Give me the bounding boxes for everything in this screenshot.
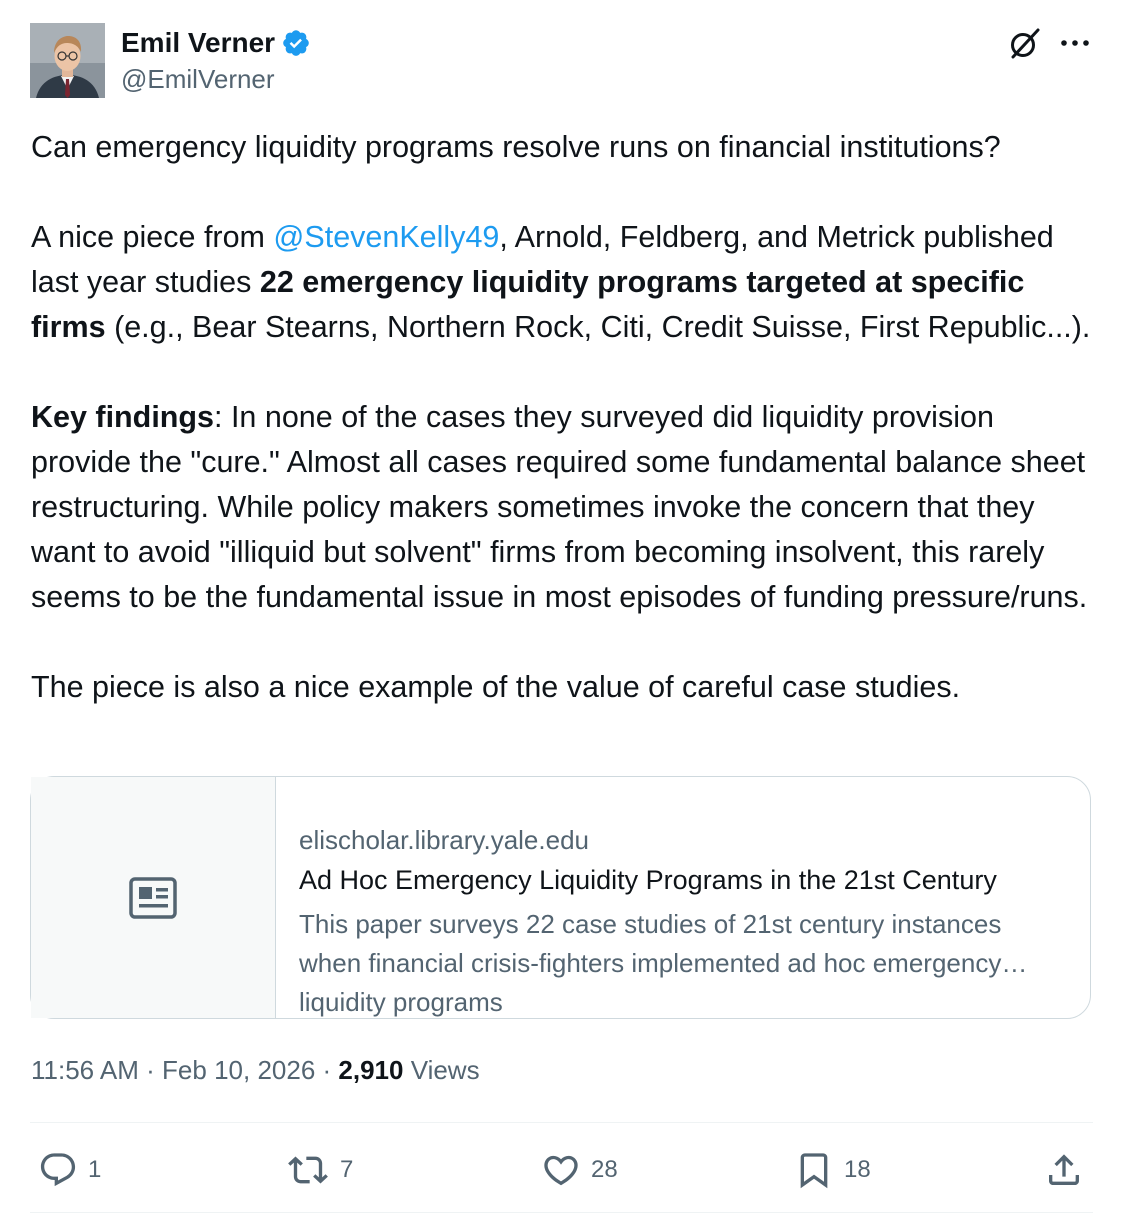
tweet-bold-text: Key findings — [31, 400, 215, 434]
reply-icon — [38, 1150, 78, 1190]
link-card[interactable] — [30, 776, 1091, 1019]
action-bar — [0, 1122, 1123, 1214]
avatar-image — [30, 23, 105, 98]
verified-badge-icon[interactable] — [281, 28, 311, 58]
newspaper-icon — [129, 877, 177, 919]
bookmark-count: 18 — [844, 1156, 871, 1183]
tweet-paragraph-1: Can emergency liquidity programs resolve runs on financial institutions? — [31, 130, 1001, 164]
tweet-bold-text: 22 emergency liquidity programs targeted at specific firms — [31, 265, 1025, 344]
like-icon — [541, 1150, 581, 1190]
author-name-row — [121, 26, 311, 60]
link-card-title: Ad Hoc Emergency Liquidity Programs in the 21st Century — [299, 865, 997, 895]
bookmark-icon — [794, 1150, 834, 1190]
like-count: 28 — [591, 1156, 618, 1183]
tweet-text-segment: A nice piece from — [31, 220, 274, 254]
tweet-meta — [31, 1055, 480, 1086]
share-icon — [1044, 1150, 1084, 1190]
tweet-paragraph-4: The piece is also a nice example of the value of careful case studies. — [31, 670, 961, 704]
avatar[interactable] — [30, 23, 105, 98]
tweet-text-segment: : In none of the cases they surveyed did liquidity provision provide the "cure." Almost all cases required some fundamental balance sheet restructuring. While policy makers sometimes invoke the concern that they want to avoid "illiquid but solvent" firms from becoming insolvent, this rarely seems to be the fundamental issue in most episodes of funding pressure/runs. — [31, 400, 1088, 614]
link-card-info — [276, 777, 1090, 1018]
link-card-domain: elischolar.library.yale.edu — [299, 825, 589, 855]
meta-separator: · — [315, 1055, 339, 1085]
tweet-text-segment: , Arnold, Feldberg, and Metrick published last year studies — [31, 220, 1054, 299]
share-button[interactable] — [1044, 1150, 1084, 1190]
repost-icon — [286, 1150, 330, 1190]
grok-icon[interactable] — [1008, 26, 1042, 60]
tweet-text — [31, 125, 1101, 710]
author-display-name[interactable]: Emil Verner — [121, 27, 276, 58]
divider — [30, 1212, 1093, 1213]
views-label: Views — [403, 1055, 480, 1085]
reply-button[interactable] — [38, 1150, 101, 1190]
link-card-description: This paper surveys 22 case studies of 21st century instances when financial crisis-fighters implemented ad hoc emergency liquidity programs — [299, 909, 1002, 1017]
bookmark-button[interactable] — [794, 1150, 871, 1190]
tweet-text-segment: (e.g., Bear Stearns, Northern Rock, Citi, Credit Suisse, First Republic...). — [105, 310, 1091, 344]
meta-separator: · — [138, 1055, 163, 1085]
more-options-icon[interactable] — [1058, 30, 1092, 56]
tweet-paragraph-3 — [31, 395, 1101, 620]
mention-link[interactable]: @StevenKelly49 — [273, 220, 500, 254]
repost-count: 7 — [340, 1156, 354, 1183]
author-handle[interactable]: @EmilVerner — [121, 64, 275, 94]
repost-button[interactable] — [286, 1150, 353, 1190]
reply-count: 1 — [88, 1156, 102, 1183]
views-count: 2,910 — [338, 1055, 404, 1085]
tweet-time[interactable]: 11:56 AM — [31, 1055, 139, 1085]
tweet-paragraph-2 — [31, 215, 1101, 350]
tweet-date[interactable]: Feb 10, 2026 — [162, 1055, 316, 1085]
link-card-thumbnail — [31, 777, 276, 1018]
like-button[interactable] — [541, 1150, 618, 1190]
